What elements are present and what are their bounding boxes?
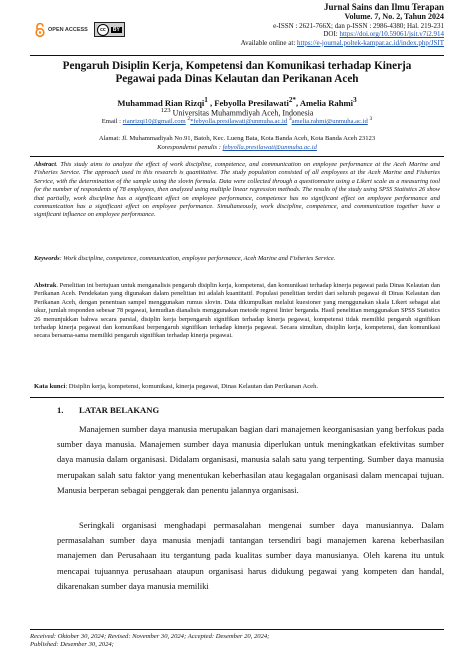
article-title — [30, 60, 444, 86]
author-1-sup: 1 — [204, 96, 208, 104]
corresponding-email-link[interactable]: febyolla.presilawati@unmuha.ac.id — [222, 144, 317, 151]
abstract-en-label: Abstract — [34, 161, 57, 168]
address-block — [30, 134, 444, 152]
author-2-sup: 2* — [288, 96, 296, 104]
abstract-bottom-divider — [30, 397, 444, 398]
abstract-indonesian — [34, 282, 440, 341]
journal-volume: Volume. 7, No. 2, Tahun 2024 — [344, 12, 444, 21]
corresponding-label: Korespondensi penulis : — [157, 144, 221, 151]
email-label: Email : — [101, 118, 122, 126]
abstract-en-text: . This study aims to analyze the effect of work discipline, competence, and communication on employee performance at the Aceh Marine and Fisheries Service. The approach used in this research is quantitative. The study population consisted of all employees at the Aceh Marine and Fisheries Service, with the determination of the sample using the slovin formula. Data were collected through a questionnaire using a Likert scale as a measuring tool for the number of respondents of 78 employees, then analyzed using multiple linear regression methods. The results of the study using SPSS Statistics 26 show that partially, work discipline has a significant effect on employee performance, competence has no significant effect on employee performance and communication has a significant effect on employee performance. Simultaneously, work discipline, competence, and communication together have a significant influence on employee performance. — [34, 161, 440, 219]
keywords-english — [34, 255, 440, 263]
email-link-3[interactable]: amelia.rahmi@unmuha.ac.id — [291, 118, 368, 126]
title-line-1: Pengaruh Disiplin Kerja, Kompetensi dan Komunikasi terhadap Kinerja — [62, 60, 412, 72]
author-2: , Febyolla Presilawati — [207, 97, 289, 108]
email-link-2[interactable]: *febyolla.presilawati@unmuha.ac.id — [190, 118, 288, 126]
journal-name: Jurnal Sains dan Ilmu Terapan — [323, 2, 444, 12]
keywords-id-text: : Disiplin kerja, kompetensi, komunikasi, kinerja pegawai, Dinas Kelautan dan Perikanan Aceh. — [65, 383, 319, 390]
email-3-sup: 3 — [288, 116, 292, 122]
address-text: Alamat: Jl. Muhammadiyah No.91, Batoh, Kec. Lueng Bata, Kota Banda Aceh, Kota Banda Aceh 23123 — [98, 135, 376, 142]
journal-issn: e-ISSN : 2621-766X; dan p-ISSN : 2986-4380; Hal. 219-231 — [273, 21, 444, 30]
section-number: 1. — [57, 405, 64, 415]
footer-published: Published: Desember 30, 2024; — [30, 641, 114, 649]
email-2-sup: 2 — [187, 116, 191, 122]
journal-available — [241, 39, 444, 48]
body-paragraph-2 — [57, 518, 444, 594]
cc-icon: cc — [97, 24, 109, 36]
section-heading — [57, 405, 159, 415]
affiliation-text: Universitas Muhammdiyah Aceh, Indonesia — [172, 108, 314, 118]
journal-doi — [241, 30, 444, 39]
journal-url-link[interactable]: https://e-journal.poltek-kampar.ac.id/index.php/JSIT — [297, 38, 444, 47]
cc-by-label: BY — [112, 26, 120, 33]
abstract-top-divider — [30, 156, 444, 157]
author-1: Muhammad Rian Rizqi — [117, 97, 205, 108]
author-3-sup: 3 — [353, 96, 357, 104]
keywords-id-label: Kata kunci — [34, 383, 66, 390]
doi-label: DOI: — [323, 30, 338, 39]
affiliation-sup: 123 — [160, 107, 171, 114]
email-link-1[interactable]: rianrizqi10@gmail.com — [122, 118, 186, 126]
available-label: Available online at: — [240, 38, 296, 47]
email-tail-sup: 3 — [369, 116, 373, 122]
keywords-en-label: Keywords — [34, 255, 60, 262]
header-divider — [30, 55, 444, 56]
keywords-indonesian — [34, 383, 440, 391]
paragraph-1-text: Manajemen sumber daya manusia merupakan bagian dari manajemen keorganisasian yang berfokus pada sumber daya manusia. Manajemen sumber daya manusia diperlukan untuk meningkatkan efektivitas sumber daya manusia dalam organisasi. Didalam organisasi, manusia salah satu yang terpenting. Sumber daya manusia merupakan salah satu faktor yang menentukan keberhasilan atau kegagalan organisasi dalam mencapai tujuan. Manusia berperan sebagai penggerak dan penentu jalannya organisasi. — [57, 424, 444, 495]
abstract-id-label: Abstrak — [34, 282, 57, 289]
body-paragraph-1 — [57, 422, 444, 498]
section-title: LATAR BELAKANG — [79, 405, 160, 415]
open-access-label: OPEN ACCESS — [48, 26, 88, 33]
abstract-id-text: . Penelitian ini bertujuan untuk menganalisis pengaruh disiplin kerja, kompetensi, dan komunikasi terhadap kinerja pegawai pada Dinas Kelautan dan Perikanan Aceh. Pendekatan yang digunakan dalam penelitian ini adalah kuantitatif. Populasi penelitian terdiri dari seluruh pegawai di Dinas Kelautan dan Perikanan Aceh, dengan penentuan sampel menggunakan rumus slovin. Data dikumpulkan melalui kuesioner yang menggunakan skala Likert sebagai alat ukur, jumlah responden sebesar 78 pegawai, kemudian dianalisis menggunakan metode regresi linier berganda. Hasil penelitian menggunakan SPSS Statistics 26 menunjukkan bahwa secara parsial, disiplin kerja berpengaruh signifikan terhadap kinerja pegawai, kompetensi tidak memiliki pengaruh signifikan terhadap kinerja pegawai dan komunikasi berpengaruh signifikan terhadap kinerja pegawai. Secara simultan, disiplin kerja, kompetensi, dan komunikasi secara bersama-sama memiliki pengaruh signifikan terhadap kinerja pegawai. — [34, 282, 440, 340]
footer-dates — [30, 633, 444, 650]
journal-info — [241, 2, 444, 47]
title-line-2: Pegawai pada Dinas Kelautan dan Perikanan Aceh — [115, 73, 359, 85]
header-logos — [34, 22, 125, 37]
corresponding-line — [30, 143, 444, 152]
keywords-en-text: : Work discipline, competence, communication, employee performance, Aceh Marine and Fisheries Service. — [59, 255, 336, 262]
open-lock-icon — [34, 23, 46, 37]
abstract-english — [34, 161, 440, 220]
email-line — [30, 116, 444, 125]
cc-license-badge[interactable] — [94, 22, 125, 37]
doi-link[interactable]: https://doi.org/10.59061/jsit.v7i2.914 — [339, 30, 444, 39]
footer-divider — [30, 629, 444, 630]
open-access-logo — [34, 23, 88, 37]
footer-received: Received: Oktober 30, 2024; Revised: November 30, 2024; Accepted: Desember 20, 2024; — [30, 633, 270, 640]
author-3: , Amelia Rahmi — [296, 97, 354, 108]
paragraph-2-text: Seringkali organisasi menghadapi permasalahan mengenai sumber daya manusiannya. Dalam permasalahan sumber daya manusia menjadi tantangan tersendiri bagi manajemen karena keberhasilan manajemen dan Perusahaan itu tergantung pada kualitas sumber daya manusianya. Oleh karena itu untuk mencapai tujuannya perusahaan ataupun organisasi harus didukung pegawai yang kompeten dan handal, dikarenakan sumber daya manusia memiliki — [57, 520, 444, 591]
